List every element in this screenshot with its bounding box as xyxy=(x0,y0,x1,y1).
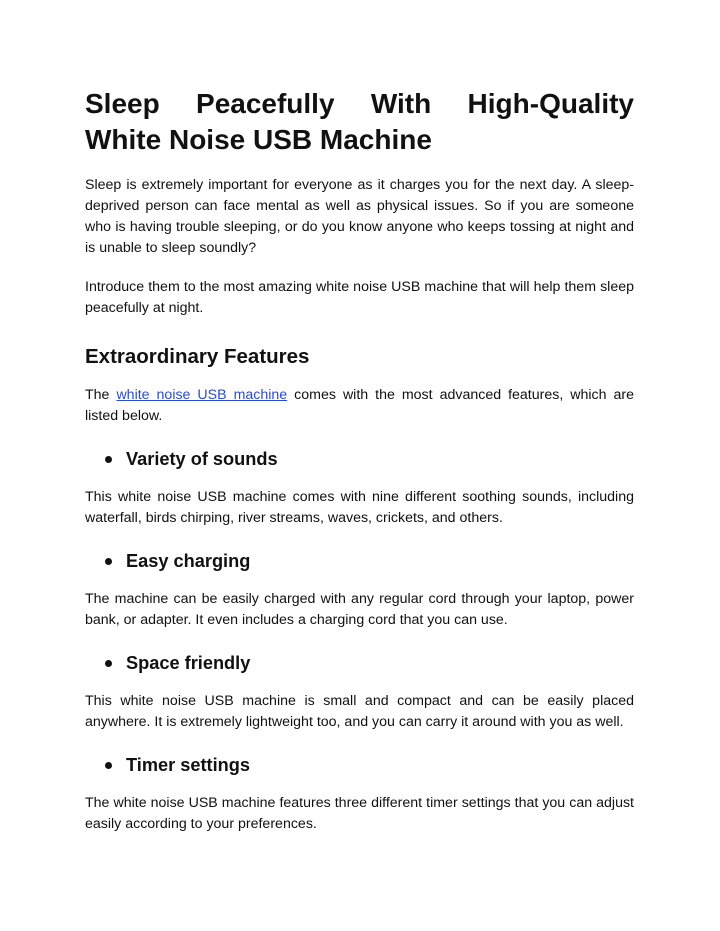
feature-title: Variety of sounds xyxy=(126,449,278,469)
features-intro-before-link: The xyxy=(85,387,117,403)
feature-title: Timer settings xyxy=(126,755,250,775)
page-title-line-1: Sleep Peacefully With High-Quality xyxy=(85,88,634,119)
bullet-icon xyxy=(105,558,112,565)
bullet-icon xyxy=(105,660,112,667)
bullet-icon xyxy=(105,456,112,463)
feature-title: Easy charging xyxy=(126,551,251,571)
intro-paragraph-2: Introduce them to the most amazing white noise USB machine that will help them sleep peacefully at night. xyxy=(85,279,634,316)
features-intro-paragraph xyxy=(85,385,634,427)
feature-heading-easy-charging xyxy=(85,549,634,573)
feature-title: Space friendly xyxy=(126,653,251,673)
section-heading-features: Extraordinary Features xyxy=(85,345,310,368)
intro-paragraph-1: Sleep is extremely important for everyone as it charges you for the next day. A sleep-deprived person can face mental as well as physical issues. So if you are someone who is having trouble sleeping, or do you know anyone who keeps tossing at night and is unable to sleep soundly? xyxy=(85,177,634,256)
feature-heading-timer-settings xyxy=(85,753,634,777)
feature-heading-variety-of-sounds xyxy=(85,447,634,471)
feature-body-timer-settings: The white noise USB machine features three different timer settings that you can adjust easily according to your preferences. xyxy=(85,795,634,832)
bullet-icon xyxy=(105,762,112,769)
features-intro-after-link: comes with the most advanced features, which are listed below. xyxy=(85,387,635,424)
page-title xyxy=(85,86,634,158)
page-title-line-2: White Noise USB Machine xyxy=(85,124,432,155)
white-noise-machine-link[interactable]: white noise USB machine xyxy=(116,387,288,403)
feature-body-easy-charging: The machine can be easily charged with any regular cord through your laptop, power bank, or adapter. It even includes a charging cord that you can use. xyxy=(85,591,634,628)
feature-heading-space-friendly xyxy=(85,651,634,675)
feature-body-variety-of-sounds: This white noise USB machine comes with nine different soothing sounds, including waterfall, birds chirping, river streams, waves, crickets, and others. xyxy=(85,489,634,526)
feature-body-space-friendly: This white noise USB machine is small and compact and can be easily placed anywhere. It is extremely lightweight too, and you can carry it around with you as well. xyxy=(85,693,634,730)
